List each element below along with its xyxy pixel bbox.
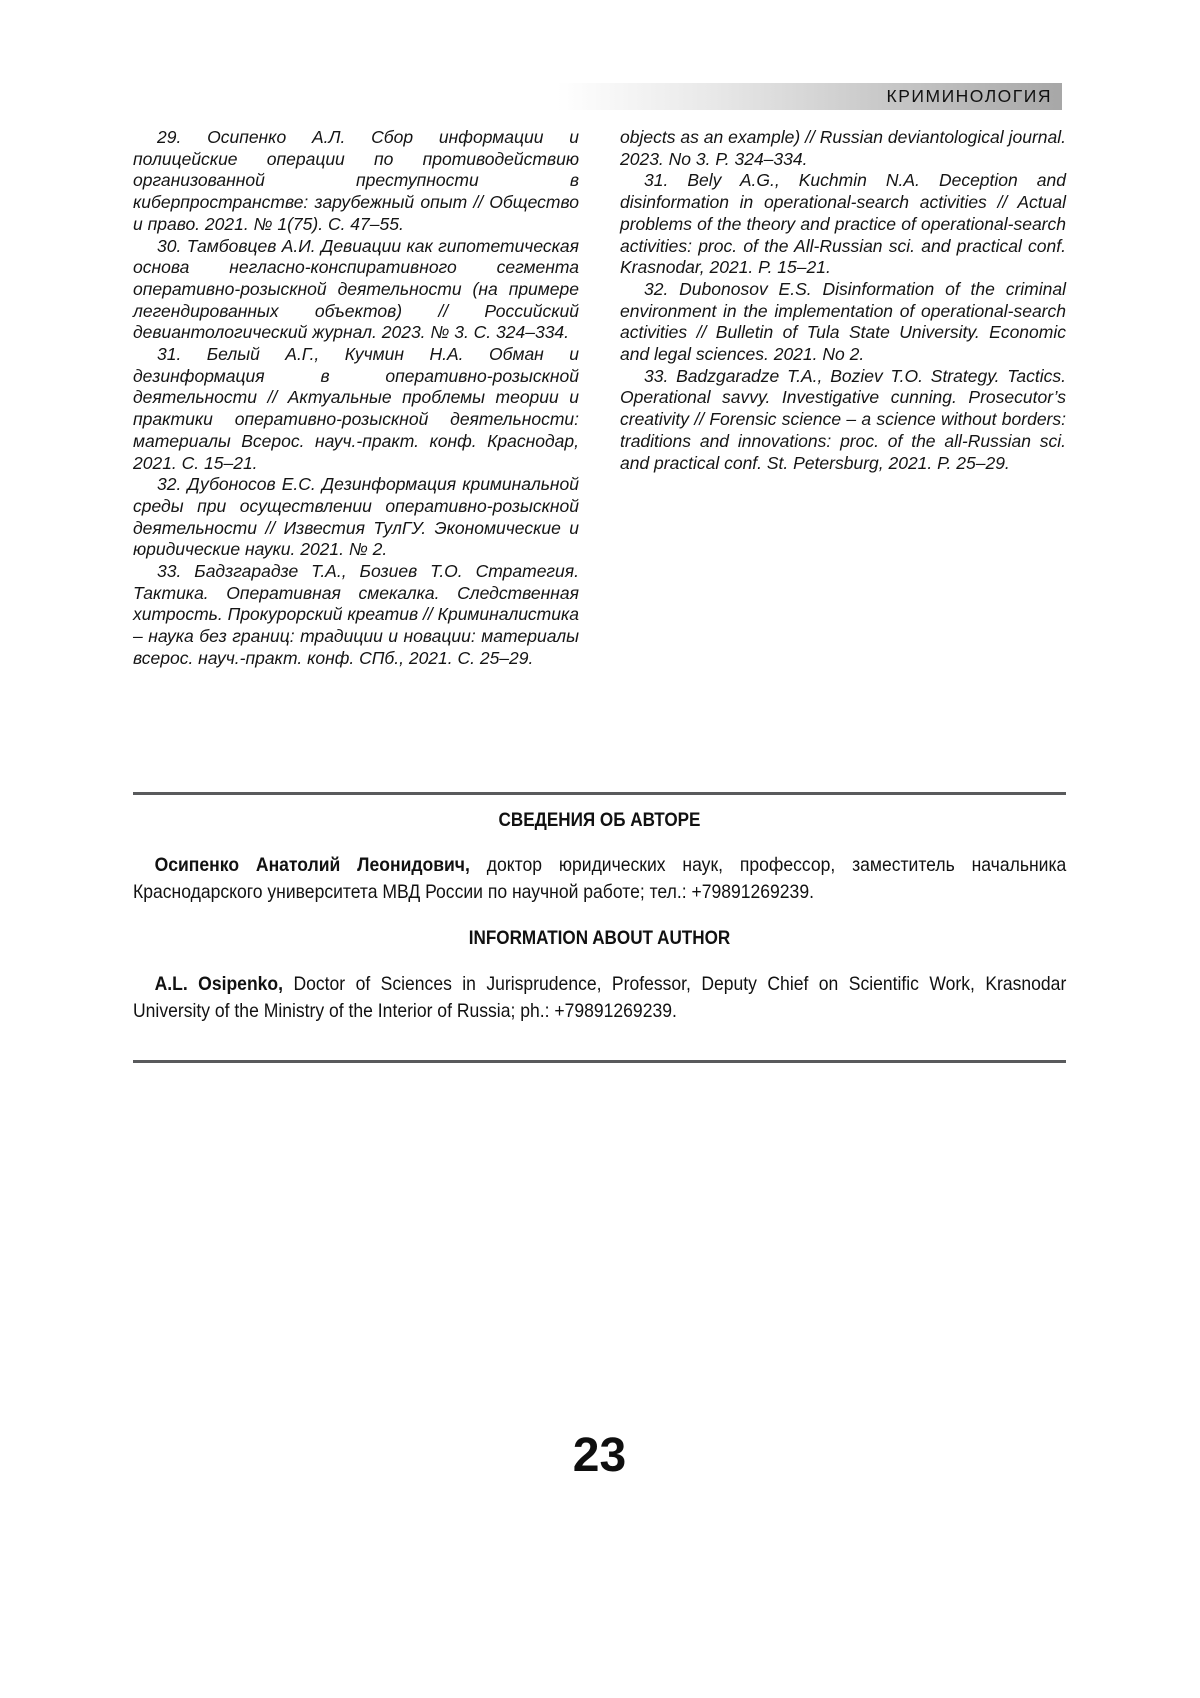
reference-item-33-en: 33. Badzgaradze T.A., Boziev T.O. Strategy. Tactics. Operational savvy. Investigative cunning. Prosecutor’s creativity // Forensic science – a science without borders: traditions and innovations: proc. of the all-Russian sci. and practical conf. St. Petersburg, 2021. P. 25–29. <box>620 365 1066 473</box>
section-header-badge <box>557 83 1062 110</box>
reference-item-32-ru: 32. Дубоносов Е.С. Дезинформация криминальной среды при осуществлении оперативно-розыскной деятельности // Известия ТулГУ. Экономические и юридические науки. 2021. № 2. <box>133 474 579 560</box>
references-columns <box>133 127 1066 670</box>
author-section-heading-en: INFORMATION ABOUT AUTHOR <box>468 928 731 949</box>
reference-item-29: 29. Осипенко А.Л. Сбор информации и полицейские операции по противодействию организованной преступности в киберпространстве: зарубежный опыт // Общество и право. 2021. № 1(75). С. 47–55. <box>133 127 579 234</box>
reference-item-30: 30. Тамбовцев А.И. Девиации как гипотетическая основа негласно-конспиративного сегмента оперативно-розыскной деятельности (на примере легендированных объектов) // Российский девиантологический журнал. 2023. № 3. С. 324–334. <box>133 235 579 343</box>
section-label: КРИМИНОЛОГИЯ <box>886 86 1052 106</box>
references-column-left <box>133 127 579 670</box>
author-name-en: A.L. Osipenko, <box>154 973 284 995</box>
reference-item-32-en: 32. Dubonosov E.S. Disinformation of the criminal environment in the implementation of operational-search activities // Bulletin of Tula State University. Economic and legal sciences. 2021. No 2. <box>620 278 1066 365</box>
author-section-heading-ru: СВЕДЕНИЯ ОБ АВТОРЕ <box>498 810 701 831</box>
author-paragraph-en <box>133 971 1066 1024</box>
author-name-ru: Осипенко Анатолий Леонидович, <box>154 854 470 876</box>
references-column-right <box>620 127 1066 670</box>
reference-item-31-en: 31. Bely A.G., Kuchmin N.A. Deception and disinformation in operational-search activities // Actual problems of the theory and practice of operational-search activities: proc. of the All-Russian sci. and practical conf. Krasnodar, 2021. P. 15–21. <box>620 170 1066 278</box>
reference-continuation: objects as an example) // Russian deviantological journal. 2023. No 3. P. 324–334. <box>620 127 1066 169</box>
reference-item-31-ru: 31. Белый А.Г., Кучмин Н.А. Обман и дезинформация в оперативно-розыскной деятельности // Актуальные проблемы теории и практики оперативно-розыскной деятельности: материалы Всерос. науч.-практ. конф. Краснодар, 2021. С. 15–21. <box>133 344 579 473</box>
author-details-ru: доктор юридических наук, профессор, заместитель начальника Краснодарского университета МВД России по научной работе; тел.: +79891269239. <box>133 854 1067 903</box>
divider-top <box>133 792 1066 795</box>
author-details-en: Doctor of Sciences in Jurisprudence, Professor, Deputy Chief on Scientific Work, Krasnodar University of the Ministry of the Interior of Russia; ph.: +79891269239. <box>133 973 1067 1022</box>
page-number: 23 <box>572 1429 627 1482</box>
divider-bottom <box>133 1060 1066 1063</box>
author-paragraph-ru <box>133 852 1066 905</box>
reference-item-33-ru: 33. Бадзгарадзе Т.А., Бозиев Т.О. Стратегия. Тактика. Оперативная смекалка. Следственная хитрость. Прокурорский креатив // Криминалистика – наука без границ: традиции и новации: материалы всерос. науч.-практ. конф. СПб., 2021. С. 25–29. <box>133 561 579 668</box>
